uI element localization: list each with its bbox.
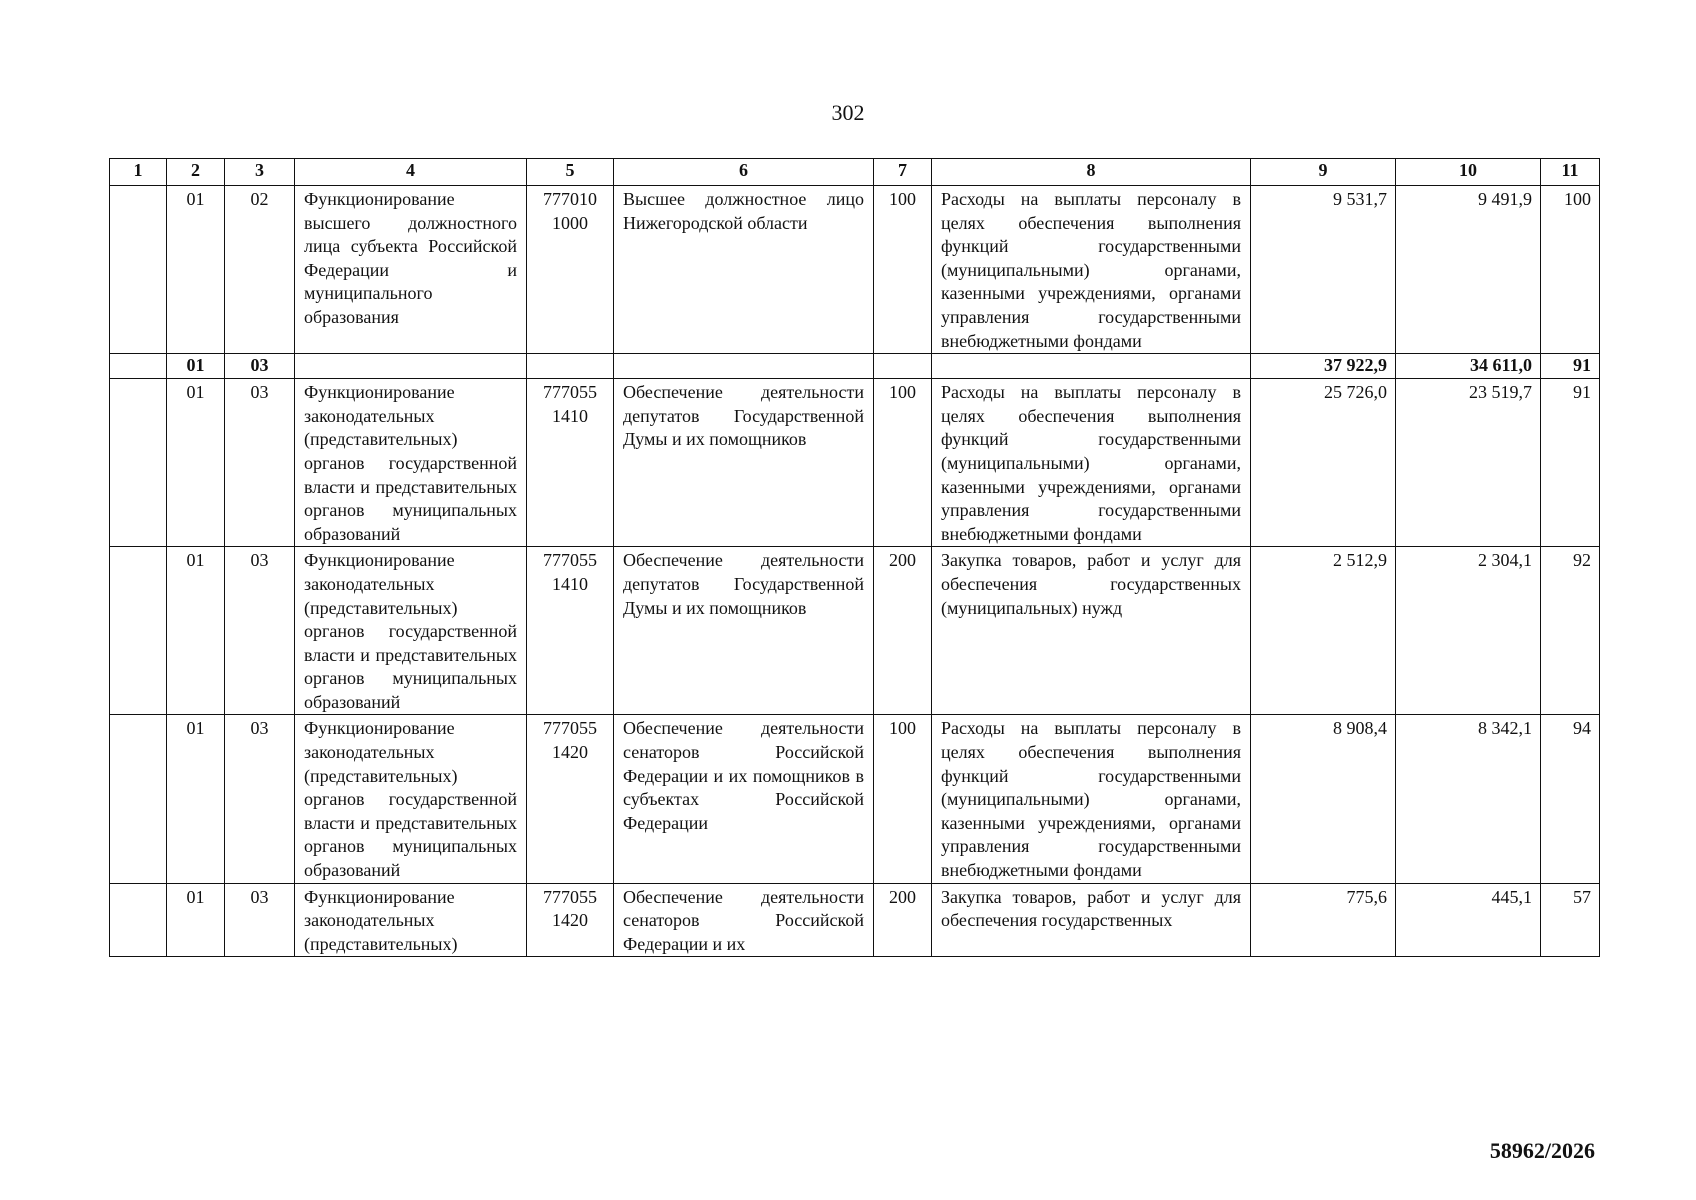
cell-subsection: 02 xyxy=(225,186,295,354)
cell-planned: 37 922,9 xyxy=(1251,354,1396,379)
cell-percent: 57 xyxy=(1541,883,1600,957)
cell-target-name xyxy=(614,354,874,379)
cell-actual: 23 519,7 xyxy=(1396,379,1541,547)
cell-target-code: 777055 1410 xyxy=(527,379,614,547)
cell-percent: 92 xyxy=(1541,547,1600,715)
cell-expense-type: 100 xyxy=(874,715,932,883)
cell-target-code: 777055 1410 xyxy=(527,547,614,715)
cell-section: 01 xyxy=(167,354,225,379)
table-row xyxy=(110,186,1600,354)
cell-expense-name: Расходы на выплаты персоналу в целях обеспечения выполнения функций государственными (муниципальными) органами, казенными учреждениями, органами управления государственными внебюджетными фондами xyxy=(932,715,1251,883)
cell-subsection: 03 xyxy=(225,354,295,379)
cell-expense-type: 200 xyxy=(874,547,932,715)
cell-planned: 9 531,7 xyxy=(1251,186,1396,354)
document-number: 58962/2026 xyxy=(1489,1138,1595,1163)
cell-subsection-name: Функционирование законодательных (представительных) органов государственной власти и представительных органов муниципальных образований xyxy=(295,379,527,547)
cell-expense-name: Закупка товаров, работ и услуг для обеспечения государственных (муниципальных) нужд xyxy=(932,547,1251,715)
cell-expense-name xyxy=(932,354,1251,379)
cell-section: 01 xyxy=(167,547,225,715)
cell-actual: 34 611,0 xyxy=(1396,354,1541,379)
column-header: 5 xyxy=(527,159,614,186)
column-header: 3 xyxy=(225,159,295,186)
cell-target-code xyxy=(527,354,614,379)
cell-target-name: Обеспечение деятельности депутатов Государственной Думы и их помощников xyxy=(614,379,874,547)
column-header: 6 xyxy=(614,159,874,186)
table-row xyxy=(110,715,1600,883)
cell-percent: 94 xyxy=(1541,715,1600,883)
subtotal-row xyxy=(110,354,1600,379)
cell-target-code: 777055 1420 xyxy=(527,715,614,883)
cell-col1 xyxy=(110,186,167,354)
cell-target-code: 777055 1420 xyxy=(527,883,614,957)
column-header: 1 xyxy=(110,159,167,186)
cell-percent: 100 xyxy=(1541,186,1600,354)
budget-table xyxy=(109,158,1600,957)
column-header: 4 xyxy=(295,159,527,186)
cell-actual: 8 342,1 xyxy=(1396,715,1541,883)
cell-expense-type: 100 xyxy=(874,379,932,547)
cell-target-name: Обеспечение деятельности сенаторов Российской Федерации и их помощников в субъектах Российской Федерации xyxy=(614,715,874,883)
cell-target-code: 777010 1000 xyxy=(527,186,614,354)
cell-planned: 25 726,0 xyxy=(1251,379,1396,547)
cell-planned: 2 512,9 xyxy=(1251,547,1396,715)
header-row xyxy=(110,159,1600,186)
column-header: 11 xyxy=(1541,159,1600,186)
cell-target-name: Высшее должностное лицо Нижегородской области xyxy=(614,186,874,354)
cell-col1 xyxy=(110,379,167,547)
table-row xyxy=(110,379,1600,547)
cell-expense-name: Расходы на выплаты персоналу в целях обеспечения выполнения функций государственными (муниципальными) органами, казенными учреждениями, органами управления государственными внебюджетными фондами xyxy=(932,186,1251,354)
cell-section: 01 xyxy=(167,883,225,957)
cell-target-name: Обеспечение деятельности депутатов Государственной Думы и их помощников xyxy=(614,547,874,715)
cell-expense-name: Закупка товаров, работ и услуг для обеспечения государственных xyxy=(932,883,1251,957)
cell-subsection-name: Функционирование законодательных (представительных) органов государственной власти и представительных органов муниципальных образований xyxy=(295,715,527,883)
column-header: 2 xyxy=(167,159,225,186)
cell-planned: 775,6 xyxy=(1251,883,1396,957)
cell-subsection: 03 xyxy=(225,379,295,547)
page-number: 302 xyxy=(831,100,865,125)
cell-actual: 9 491,9 xyxy=(1396,186,1541,354)
column-header: 10 xyxy=(1396,159,1541,186)
cell-subsection: 03 xyxy=(225,715,295,883)
column-header: 8 xyxy=(932,159,1251,186)
table-row xyxy=(110,883,1600,957)
cell-col1 xyxy=(110,354,167,379)
cell-subsection-name: Функционирование высшего должностного лица субъекта Российской Федерации и муниципального образования xyxy=(295,186,527,354)
cell-expense-type: 100 xyxy=(874,186,932,354)
cell-col1 xyxy=(110,547,167,715)
cell-col1 xyxy=(110,715,167,883)
cell-percent: 91 xyxy=(1541,354,1600,379)
cell-subsection-name: Функционирование законодательных (представительных) xyxy=(295,883,527,957)
cell-subsection-name: Функционирование законодательных (представительных) органов государственной власти и представительных органов муниципальных образований xyxy=(295,547,527,715)
table-row xyxy=(110,547,1600,715)
cell-subsection: 03 xyxy=(225,883,295,957)
cell-actual: 445,1 xyxy=(1396,883,1541,957)
cell-expense-type: 200 xyxy=(874,883,932,957)
cell-expense-type xyxy=(874,354,932,379)
cell-subsection-name xyxy=(295,354,527,379)
cell-section: 01 xyxy=(167,379,225,547)
cell-subsection: 03 xyxy=(225,547,295,715)
cell-section: 01 xyxy=(167,715,225,883)
cell-section: 01 xyxy=(167,186,225,354)
cell-expense-name: Расходы на выплаты персоналу в целях обеспечения выполнения функций государственными (муниципальными) органами, казенными учреждениями, органами управления государственными внебюджетными фондами xyxy=(932,379,1251,547)
column-header: 9 xyxy=(1251,159,1396,186)
cell-percent: 91 xyxy=(1541,379,1600,547)
cell-col1 xyxy=(110,883,167,957)
cell-planned: 8 908,4 xyxy=(1251,715,1396,883)
column-header: 7 xyxy=(874,159,932,186)
cell-target-name: Обеспечение деятельности сенаторов Российской Федерации и их xyxy=(614,883,874,957)
cell-actual: 2 304,1 xyxy=(1396,547,1541,715)
